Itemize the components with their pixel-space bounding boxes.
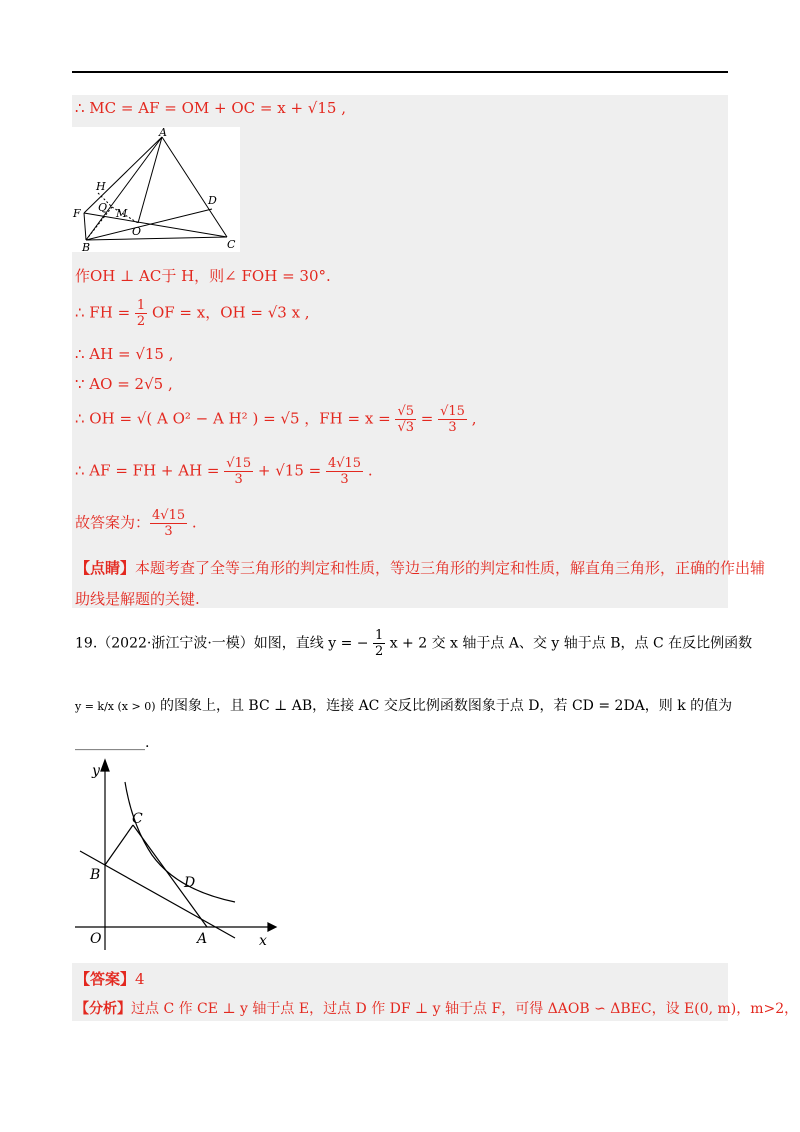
solution-line-4 [75, 345, 174, 363]
figure-1 [72, 127, 240, 252]
label-B: B [90, 867, 101, 883]
fraction [224, 456, 253, 487]
text: . [363, 461, 373, 480]
solution-line-2 [75, 265, 331, 286]
fraction [438, 404, 467, 435]
numerator: √5 [397, 404, 414, 419]
numerator: √15 [226, 456, 252, 471]
label-F: F [73, 207, 81, 220]
text: OF = x，OH = √3 x , [147, 303, 310, 322]
text: 作OH ⊥ AC于 H，则∠ FOH = 30°. [75, 267, 331, 285]
text: ∴ MC = AF = OM + OC = x + √15 , [75, 99, 346, 117]
problem-line-2 [75, 695, 732, 715]
text: , [466, 409, 477, 428]
answer-blank [75, 735, 149, 751]
text: = [416, 409, 439, 428]
solution-line-3 [75, 298, 310, 329]
text: 故答案为： [75, 513, 151, 532]
coordinate-diagram [72, 755, 282, 955]
text: 过点 C 作 CE ⊥ y 轴于点 E，过点 D 作 DF ⊥ y 轴于点 F，可得 ΔAOB ∽ ΔBEC，设 E(0, m)，m>2， [131, 1001, 799, 1017]
problem-source: （2022·浙江宁波·一模） [97, 635, 254, 652]
text: 的图象上，且 BC ⊥ AB，连接 AC 交反比例函数图象于点 D，若 CD = 2DA，则 k 的值为 [155, 698, 733, 714]
label-D: D [184, 875, 196, 891]
triangle-diagram [72, 127, 240, 252]
text: ∵ AO = 2√5 , [75, 375, 173, 393]
label-A: A [197, 931, 208, 947]
problem-line-1 [75, 628, 752, 659]
label-O: O [132, 225, 142, 238]
denominator: 3 [340, 472, 349, 487]
label-y: y [92, 763, 100, 779]
problem-number: 19. [75, 635, 98, 652]
text: x + 2 交 x 轴于点 A、交 y 轴于点 B，点 C 在反比例函数 [385, 635, 753, 652]
denominator: 3 [234, 472, 243, 487]
label-D: D [208, 194, 217, 207]
label-B: B [82, 241, 91, 252]
remark-line-1 [75, 557, 765, 578]
label-A: A [159, 127, 167, 139]
analysis-line [75, 998, 798, 1018]
denominator: √3 [397, 420, 414, 435]
solution-line-6 [75, 404, 476, 435]
text: . [187, 513, 197, 532]
label-C: C [132, 811, 143, 827]
text: ∴ AF = FH + AH = [75, 461, 225, 480]
label-M: M [116, 207, 128, 220]
answer-line [75, 968, 145, 989]
fraction [373, 628, 385, 659]
text: 本题考查了全等三角形的判定和性质，等边三角形的判定和性质，解直角三角形，正确的作出辅 [135, 559, 766, 577]
text: 助线是解题的关键. [75, 590, 200, 608]
label-C: C [227, 238, 236, 251]
denominator: 3 [164, 524, 173, 539]
answer-statement [75, 508, 197, 539]
numerator: 1 [374, 628, 384, 643]
numerator: 4√15 [327, 456, 362, 471]
text: ∴ FH = [75, 303, 135, 322]
text: ∴ AH = √15 , [75, 345, 174, 363]
label-H: H [96, 180, 106, 193]
numerator: 1 [136, 298, 146, 313]
fraction [150, 508, 187, 539]
text: + √15 = [253, 461, 326, 480]
solution-line-1 [75, 99, 346, 117]
fraction [326, 456, 363, 487]
header-rule [72, 71, 728, 73]
solution-line-7 [75, 456, 373, 487]
label-x: x [259, 933, 267, 949]
function-expression: y = k/x (x > 0) [75, 700, 156, 713]
denominator: 2 [374, 644, 384, 659]
analysis-tag: 【分析】 [75, 1001, 131, 1017]
fraction [395, 404, 416, 435]
text: ∴ OH = √( A O² − A H² ) = √5 ，FH = x = [75, 409, 396, 428]
label-O: O [90, 931, 102, 947]
fraction [135, 298, 147, 329]
label-Q: Q [98, 201, 108, 214]
numerator: 4√15 [152, 508, 186, 523]
solution-line-5 [75, 375, 173, 393]
answer-value: 4 [135, 970, 145, 988]
text: __________. [75, 735, 150, 751]
answer-tag: 【答案】 [75, 970, 136, 988]
denominator: 2 [136, 314, 146, 329]
numerator: √15 [440, 404, 465, 419]
text: 如图，直线 y = − [253, 635, 373, 652]
remark-tag: 【点睛】 [75, 559, 136, 577]
denominator: 3 [448, 420, 457, 435]
figure-2 [72, 755, 282, 955]
remark-line-2 [75, 588, 200, 609]
